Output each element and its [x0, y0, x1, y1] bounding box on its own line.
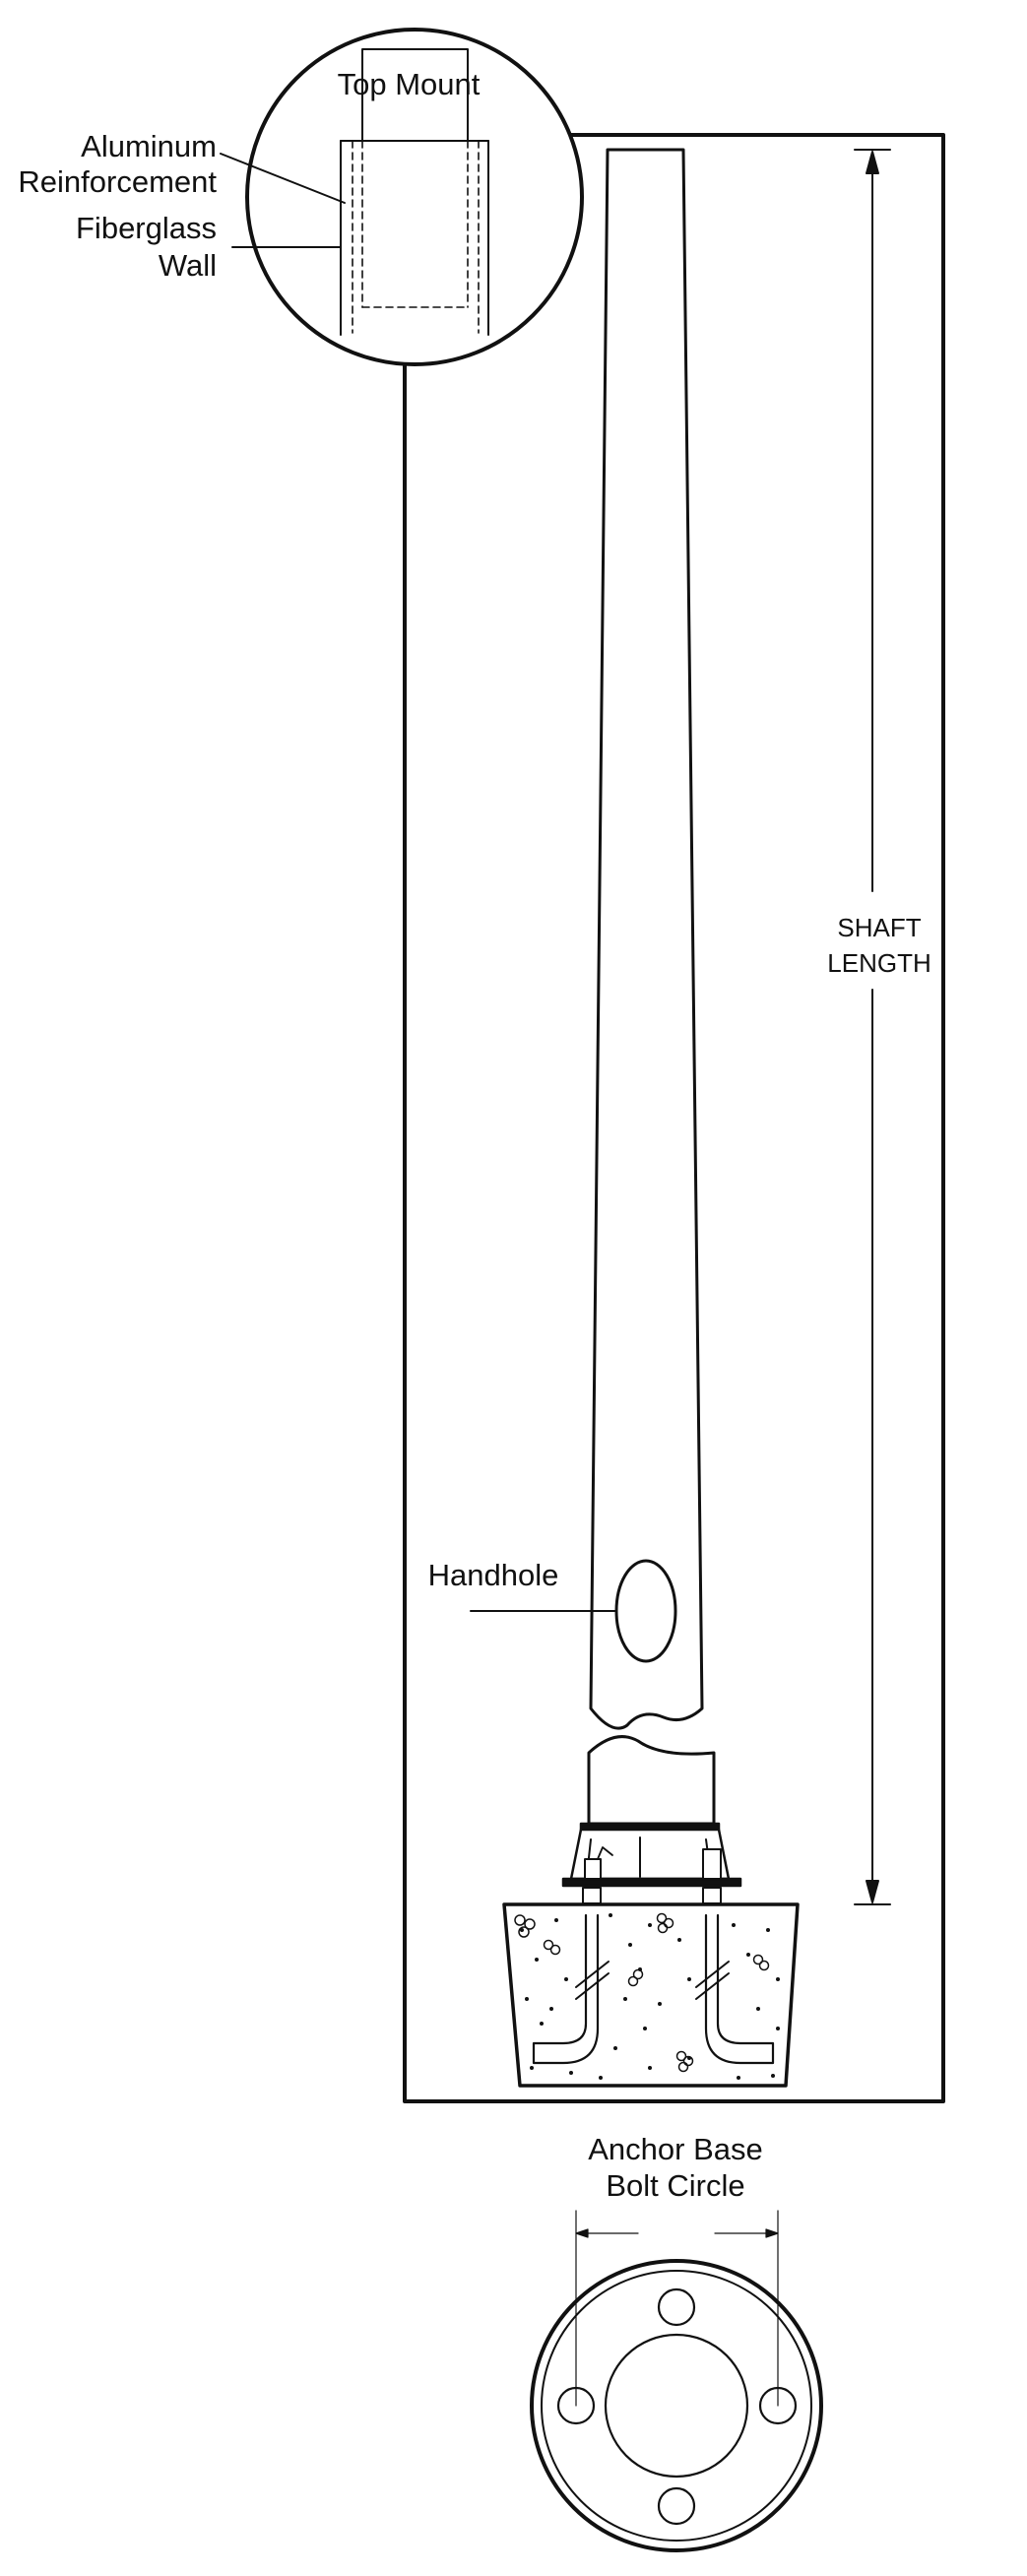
shaft-label: SHAFT: [837, 913, 922, 942]
top-mount-label: Top Mount: [337, 67, 481, 101]
nut-left-top: [585, 1859, 601, 1879]
pole-shaft-lower: [589, 1737, 714, 1824]
pole-shaft-upper: [591, 150, 702, 1728]
nut-left-bottom: [583, 1888, 601, 1903]
fiberglass-label: Fiberglass: [76, 211, 217, 245]
center-hole: [606, 2335, 747, 2477]
handhole-label: Handhole: [427, 1558, 559, 1592]
bolt-circle-label: Bolt Circle: [606, 2168, 745, 2203]
anchor-base-label: Anchor Base: [588, 2132, 763, 2166]
wall-label: Wall: [158, 248, 217, 283]
length-label: LENGTH: [827, 948, 931, 978]
concrete-foundation: [504, 1904, 798, 2086]
nut-right-top: [703, 1849, 721, 1879]
bolt-hole-bottom: [659, 2488, 694, 2524]
bolt-circle-dimension: [576, 2211, 778, 2406]
base-plate-inner: [542, 2271, 811, 2541]
aluminum-label: Aluminum: [81, 129, 217, 163]
shaft-length-dimension: [855, 150, 890, 1904]
nut-right-bottom: [703, 1888, 721, 1903]
reinforcement-label: Reinforcement: [18, 164, 217, 199]
bolt-hole-top: [659, 2289, 694, 2325]
